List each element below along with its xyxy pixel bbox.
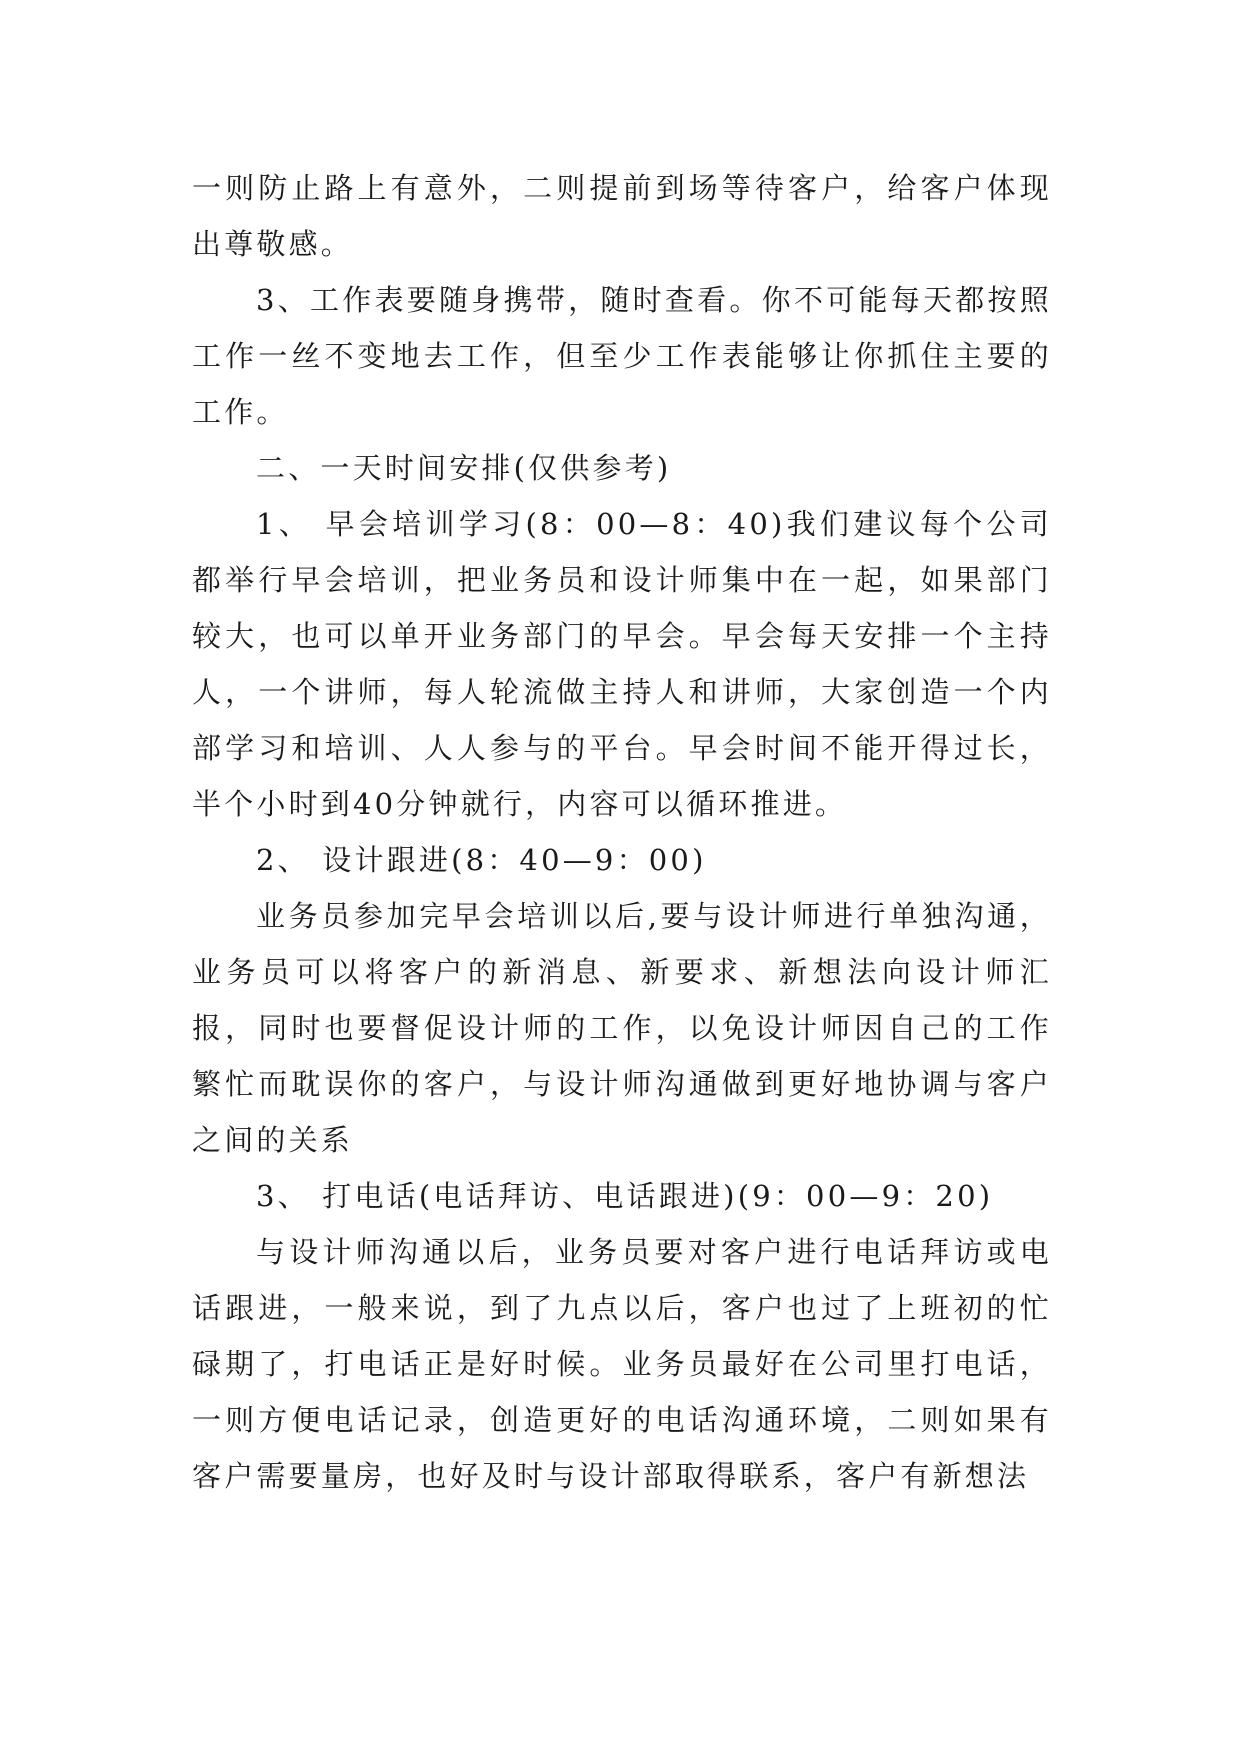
paragraph-worksheet-tip: 3、工作表要随身携带，随时查看。你不可能每天都按照工作一丝不变地去工作，但至少工作表能够让你抓住主要的工作。 [192,283,1052,429]
document-body [192,160,1052,1504]
item-heading-design-followup: 2、 设计跟进(8：40—9：00) [256,843,707,877]
paragraph-intro-continuation: 一则防止路上有意外，二则提前到场等待客户，给客户体现出尊敬感。 [192,171,1052,261]
section-heading-daily-schedule: 二、一天时间安排(仅供参考) [256,451,672,485]
paragraph-design-followup: 业务员参加完早会培训以后,要与设计师进行单独沟通，业务员可以将客户的新消息、新要求、新想法向设计师汇报，同时也要督促设计师的工作，以免设计师因自己的工作繁忙而耽误你的客户，与设计师沟通做到更好地协调与客户之间的关系 [192,899,1052,1157]
paragraph-phone-calls: 与设计师沟通以后，业务员要对客户进行电话拜访或电话跟进，一般来说，到了九点以后，客户也过了上班初的忙碌期了，打电话正是好时候。业务员最好在公司里打电话，一则方便电话记录，创造更好的电话沟通环境，二则如果有客户需要量房，也好及时与设计部取得联系，客户有新想法 [192,1235,1052,1493]
paragraph-morning-training: 1、 早会培训学习(8：00—8：40)我们建议每个公司都举行早会培训，把业务员和设计师集中在一起，如果部门较大，也可以单开业务部门的早会。早会每天安排一个主持人，一个讲师，每人轮流做主持人和讲师，大家创造一个内部学习和培训、人人参与的平台。早会时间不能开得过长，半个小时到40分钟就行，内容可以循环推进。 [192,507,1052,821]
item-heading-phone-calls: 3、 打电话(电话拜访、电话跟进)(9：00—9：20) [256,1179,994,1213]
